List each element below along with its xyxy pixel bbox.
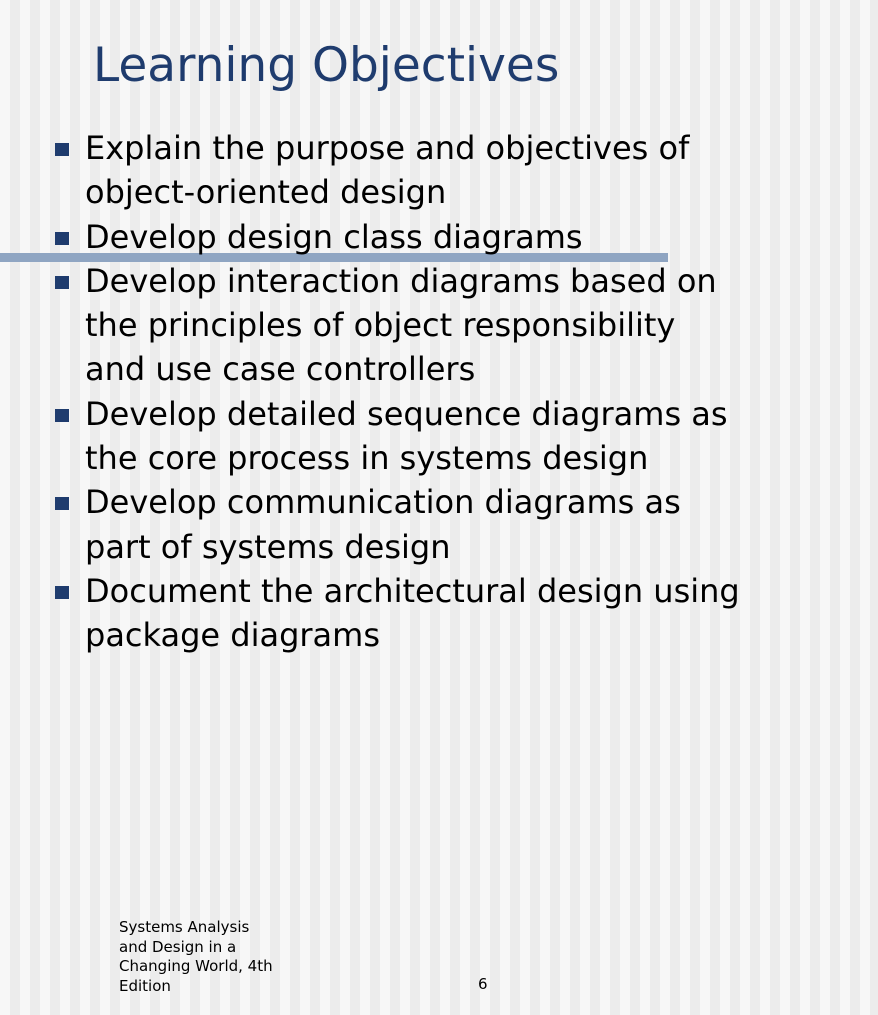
square-bullet-icon [55,143,69,156]
objectives-list [55,126,865,658]
square-bullet-icon [55,497,69,510]
objective-line: object-oriented design [85,173,447,212]
square-bullet-icon [55,232,69,245]
objective-item [55,480,865,569]
objective-line: part of systems design [85,527,451,566]
square-bullet-icon [55,409,69,422]
footer-source-line: Changing World, 4th [119,957,273,975]
objective-item [55,569,865,658]
footer-source-line: and Design in a [119,937,237,956]
objective-line: Develop design class diagrams [85,217,583,256]
square-bullet-icon [55,276,69,289]
footer-source [119,918,309,996]
objective-line: and use case controllers [85,350,476,389]
objective-line: package diagrams [85,616,380,655]
objective-line: Develop interaction diagrams based on [85,261,717,300]
square-bullet-icon [55,586,69,599]
objective-line: Explain the purpose and objectives of [85,129,690,167]
objective-line: the principles of object responsibility [85,306,676,345]
footer-source-line: Systems Analysis [119,918,250,936]
page-number: 6 [478,975,488,993]
objective-line: the core process in systems design [85,439,649,478]
objective-item [55,259,865,392]
slide-title: Learning Objectives [93,38,560,93]
objective-line: Develop communication diagrams as [85,483,681,522]
footer-source-line: Edition [119,976,171,995]
objective-line: Develop detailed sequence diagrams as [85,394,728,433]
objective-item [55,392,865,481]
objective-item [55,126,865,215]
objective-item [55,215,865,259]
objective-line: Document the architectural design using [85,571,740,610]
